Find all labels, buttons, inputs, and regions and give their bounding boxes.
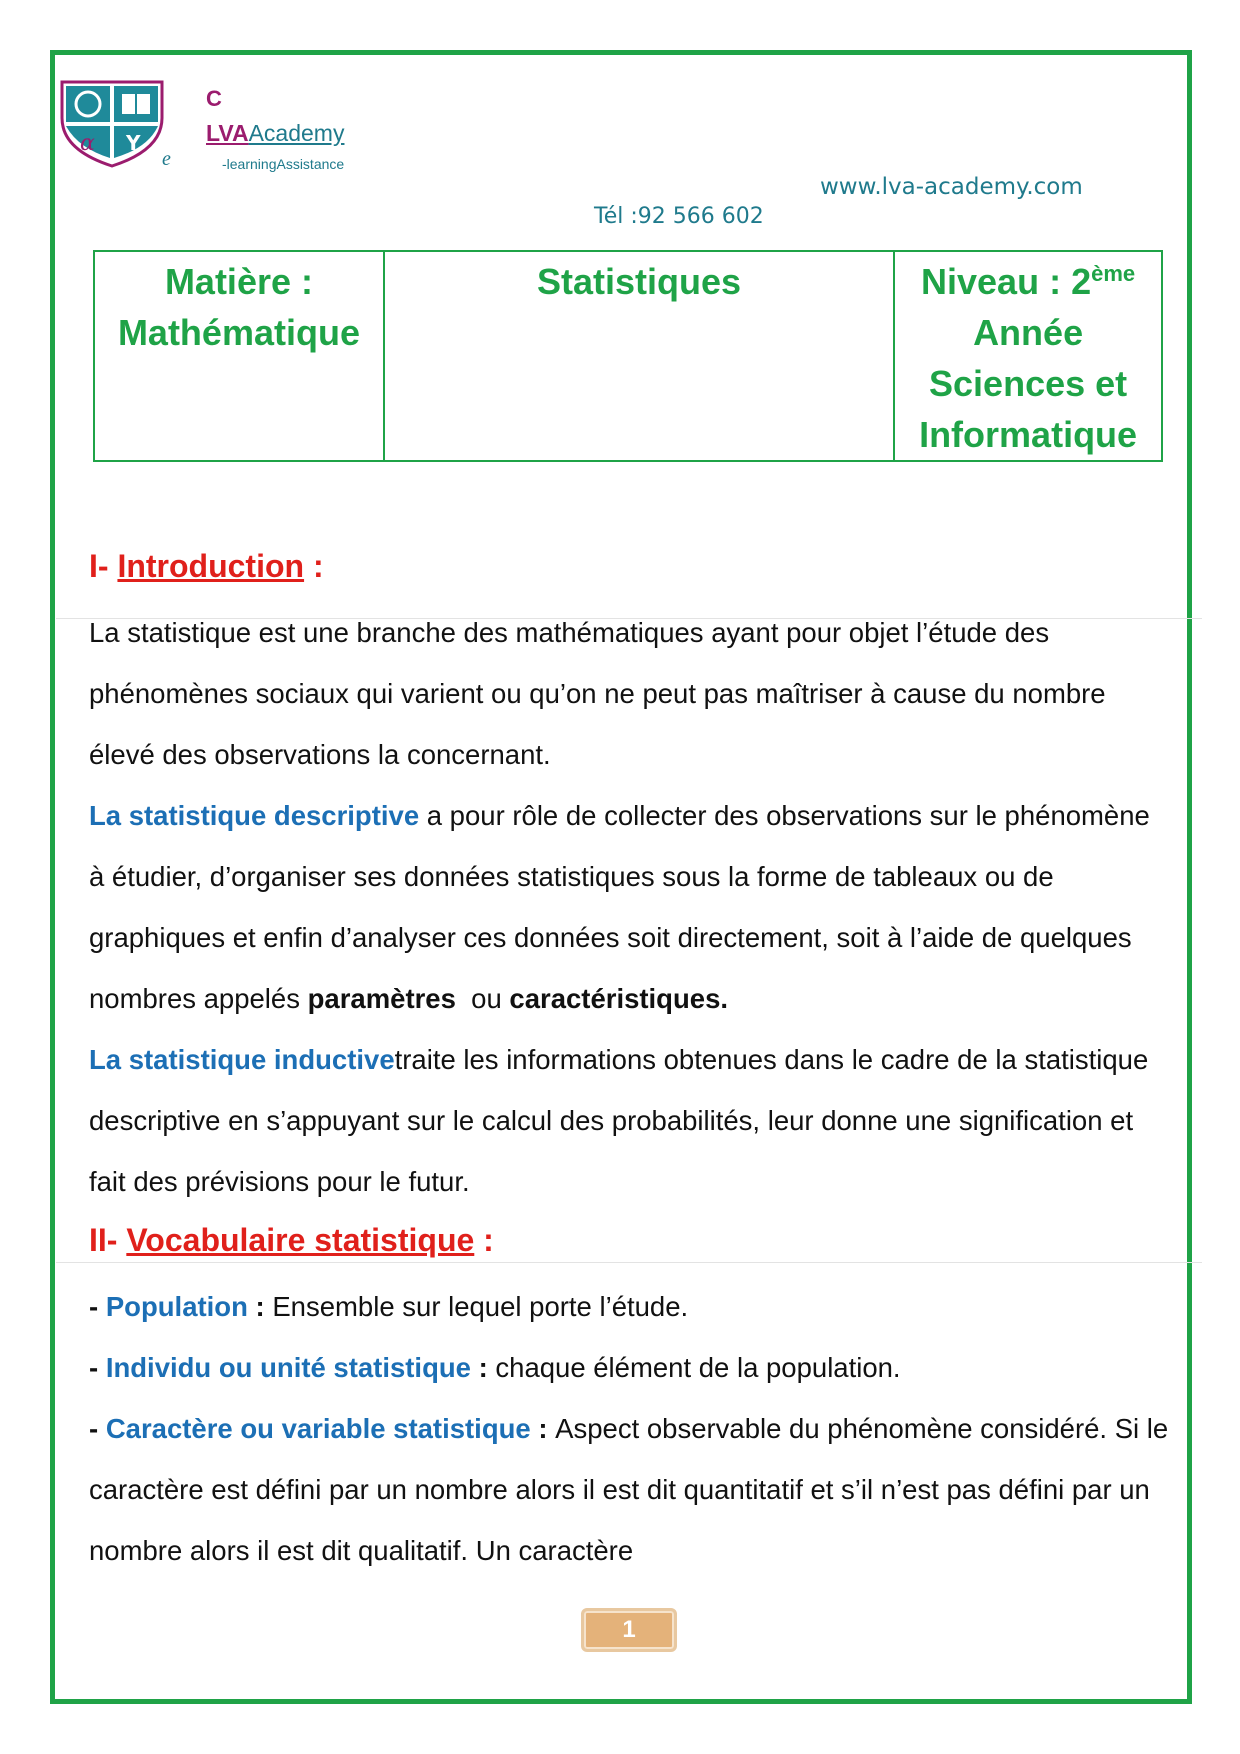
inductive-paragraph [89, 1029, 1169, 1212]
brand-academy: Academy [248, 120, 345, 146]
item-dash: - [89, 1291, 106, 1322]
svg-text:α: α [80, 131, 95, 156]
brand-tagline: -learningAssistance [222, 156, 345, 172]
level-line-2: Année [973, 312, 1084, 353]
vocab-separator: : [247, 1291, 273, 1322]
level-superscript: ème [1091, 261, 1136, 286]
item-dash: - [89, 1352, 106, 1383]
section-2-title: Vocabulaire statistique [126, 1222, 475, 1258]
brand-letter-e: e [162, 148, 171, 170]
section-1-number: I- [89, 548, 109, 584]
section-2-colon: : [483, 1222, 494, 1258]
level-prefix: Niveau : 2 [921, 261, 1092, 302]
vocab-item-population [89, 1276, 1169, 1337]
vocab-definition: chaque élément de la population. [495, 1352, 901, 1383]
level-line-1 [903, 256, 1153, 307]
subject-value: Mathématique [117, 312, 360, 353]
level-line-3: Sciences et [929, 363, 1128, 404]
vocab-item-individu [89, 1337, 1169, 1398]
subject-label: Matière : [164, 261, 313, 302]
brand-lva: LVA [206, 120, 249, 146]
section-1-colon: : [312, 548, 324, 584]
phone-number: Tél :92 566 602 [594, 204, 764, 229]
document-title: Statistiques [537, 261, 742, 302]
section-2-body [89, 1276, 1169, 1581]
divider-line-2 [56, 1262, 1202, 1263]
brand-letter-c: C [206, 86, 222, 111]
vocab-term: Individu ou unité statistique [105, 1352, 471, 1383]
header-table [93, 250, 1163, 462]
vocab-term: Caractère ou variable statistique [105, 1413, 531, 1444]
lva-academy-logo [58, 78, 166, 168]
descriptive-paragraph [89, 785, 1169, 1029]
descriptive-text: a pour rôle de collecter des observations sur le phénomène à étudier, d’organiser ses données statistiques sous la forme de tableaux ou de graphiques et enfin d’analyser ces données soit directement, soit à l’aide de quelques nombres appelés [89, 800, 1150, 1014]
section-1-title: Introduction [117, 548, 305, 584]
vocab-item-caractere [89, 1398, 1169, 1581]
website-link[interactable]: www.lva-academy.com [820, 174, 1083, 200]
section-2-number: II- [89, 1222, 118, 1258]
vocab-definition: Aspect observable du phénomène considéré. Si le caractère est défini par un nombre alors il est dit quantitatif et s’il n’est pas défini par un nombre alors il est dit qualitatif. Un caractère [89, 1413, 1169, 1566]
section-2-heading [89, 1222, 494, 1259]
section-1-body [89, 602, 1169, 1212]
svg-text:Y: Y [126, 131, 141, 155]
vocab-definition: Ensemble sur lequel porte l’étude. [272, 1291, 689, 1322]
subject-cell [94, 251, 384, 461]
descriptive-term: La statistique descriptive [89, 800, 420, 831]
vocab-separator: : [470, 1352, 496, 1383]
vocab-term: Population [105, 1291, 248, 1322]
parametres-term: paramètres [307, 983, 456, 1014]
level-cell [894, 251, 1162, 461]
item-dash: - [89, 1413, 106, 1444]
inductive-term: La statistique inductive [89, 1044, 395, 1075]
inductive-text: traite les informations obtenues dans le cadre de la statistique descriptive en s’appuyant sur le calcul des probabilités, leur donne une signification et fait des prévisions pour le futur. [89, 1044, 1149, 1197]
section-1-heading [89, 548, 324, 585]
title-cell [384, 251, 894, 461]
vocab-separator: : [530, 1413, 556, 1444]
page-number: 1 [581, 1608, 677, 1652]
descriptive-mid: ou [455, 983, 510, 1014]
intro-paragraph: La statistique est une branche des mathématiques ayant pour objet l’étude des phénomènes sociaux qui varient ou qu’on ne peut pas maîtriser à cause du nombre élevé des observations la concernant. [89, 617, 1106, 770]
level-line-4: Informatique [919, 414, 1138, 455]
caracteristiques-term: caractéristiques. [509, 983, 729, 1014]
brand-name [206, 120, 344, 147]
